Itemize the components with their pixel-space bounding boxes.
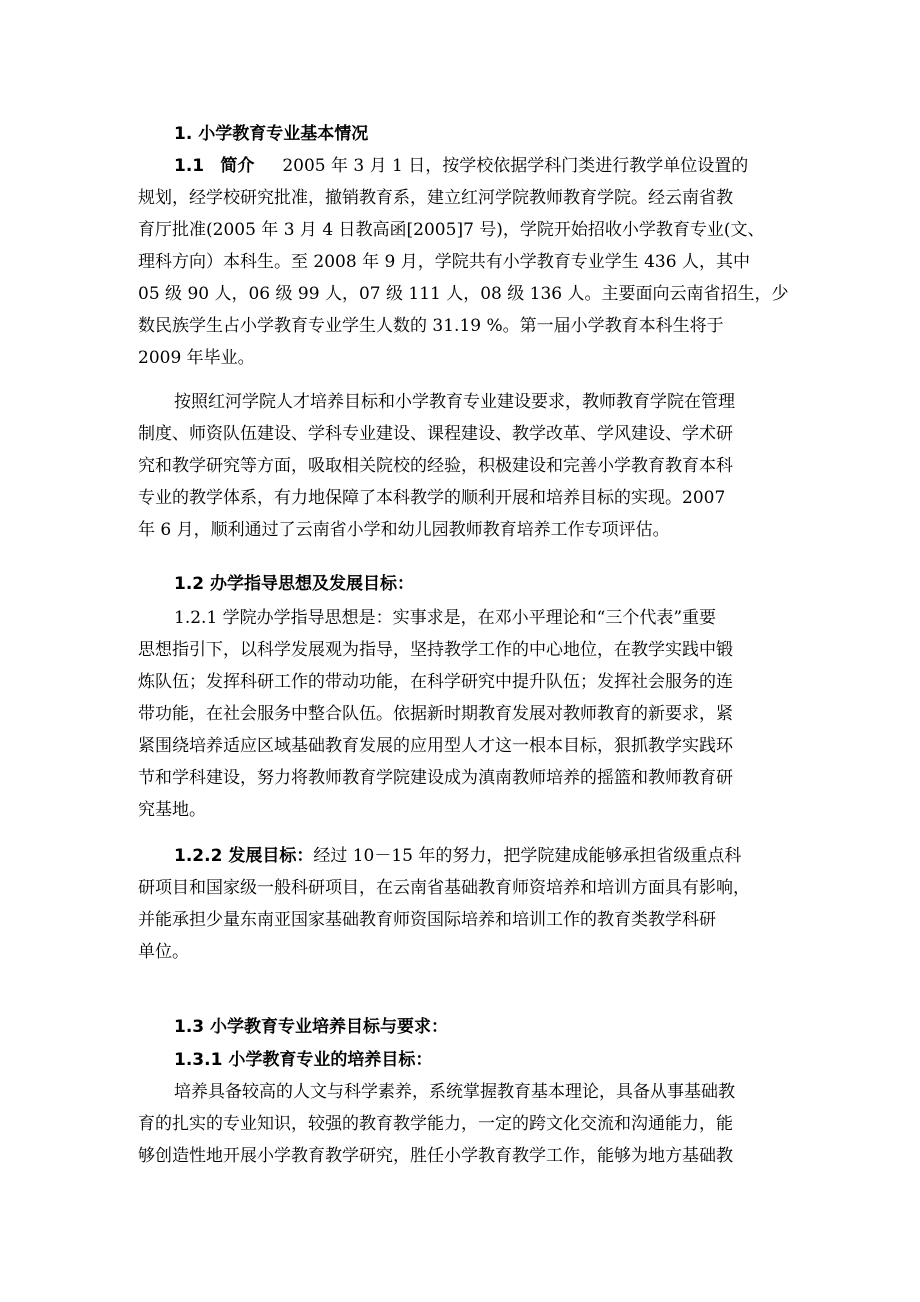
text-line-content: 2005 年 3 月 1 日，按学校依据学科门类进行教学单位设置的 (282, 156, 749, 176)
text-line (138, 840, 786, 872)
text-line: 思想指引下，以科学发展观为指导，坚持教学工作的中心地位，在教学实践中锻 (138, 640, 733, 660)
text-line-content: 经过 10－15 年的努力，把学院建成能够承担省级重点科 (313, 846, 742, 866)
text-line: 带功能，在社会服务中整合队伍。依据新时期教育发展对教师教育的新要求，紧 (138, 704, 733, 724)
text-line: 培养具备较高的人文与科学素养，系统掌握教育基本理论，具备从事基础教 (174, 1082, 735, 1102)
text-line: 单位。 (138, 942, 189, 962)
text-line: 紧围绕培养适应区域基础教育发展的应用型人才这一根本目标，狠抓教学实践环 (138, 736, 733, 756)
text-line (138, 150, 786, 182)
text-line: 够创造性地开展小学教育教学研究，胜任小学教育教学工作，能够为地方基础教 (138, 1146, 733, 1166)
text-line: 规划，经学校研究批准，撤销教育系，建立红河学院教师教育学院。经云南省教 (138, 188, 733, 208)
text-line: 按照红河学院人才培养目标和小学教育专业建设要求，教师教育学院在管理 (174, 392, 735, 412)
management-paragraph (138, 386, 786, 546)
training-goal-paragraph (138, 1076, 786, 1172)
text-line: 并能承担少量东南亚国家基础教育师资国际培养和培训工作的教育类教学科研 (138, 910, 716, 930)
text-line: 究和教学研究等方面，吸取相关院校的经验，积极建设和完善小学教育教育本科 (138, 456, 733, 476)
text-line: 05 级 90 人，06 级 99 人，07 级 111 人，08 级 136 人。主要面向云南省招生，少 (138, 284, 789, 304)
section-1-2-2-paragraph (138, 840, 786, 968)
section-1-heading: 1. 小学教育专业基本情况 (174, 124, 369, 144)
text-line: 制度、师资队伍建设、学科专业建设、课程建设、教学改革、学风建设、学术研 (138, 424, 733, 444)
text-line: 理科方向）本科生。至 2008 年 9 月，学院共有小学教育专业学生 436 人，其中 (138, 252, 750, 272)
text-line: 专业的教学体系，有力地保障了本科教学的顺利开展和培养目标的实现。2007 (138, 488, 726, 508)
section-1-3-1-heading: 1.3.1 小学教育专业的培养目标： (174, 1050, 433, 1070)
text-line: 炼队伍；发挥科研工作的带动功能，在科学研究中提升队伍；发挥社会服务的连 (138, 672, 733, 692)
text-line: 研项目和国家级一般科研项目，在云南省基础教育师资培养和培训方面具有影响， (138, 878, 750, 898)
text-line: 育的扎实的专业知识，较强的教育教学能力，一定的跨文化交流和沟通能力，能 (138, 1114, 733, 1134)
section-1-2-2-label: 1.2.2 发展目标： (174, 846, 314, 866)
text-line: 究基地。 (138, 800, 206, 820)
section-1-2-1-paragraph (138, 602, 786, 826)
text-line: 1.2.1 学院办学指导思想是：实事求是，在邓小平理论和“三个代表”重要 (174, 608, 717, 628)
text-line: 节和学科建设，努力将教师教育学院建设成为滇南教师培养的摇篮和教师教育研 (138, 768, 733, 788)
section-1-1-paragraph (138, 150, 789, 374)
text-line: 育厅批准(2005 年 3 月 4 日教高函[2005]7 号)，学院开始招收小学教育专业(文、 (138, 220, 765, 240)
section-1-3-heading: 1.3 小学教育专业培养目标与要求： (174, 1017, 449, 1037)
text-line: 2009 年毕业。 (138, 348, 255, 368)
section-1-1-number: 1.1 (174, 156, 205, 176)
section-1-2-heading: 1.2 办学指导思想及发展目标： (174, 574, 415, 594)
text-line: 年 6 月，顺利通过了云南省小学和幼儿园教师教育培养工作专项评估。 (138, 520, 670, 540)
text-line: 数民族学生占小学教育专业学生人数的 31.19 %。第一届小学教育本科生将于 (138, 316, 724, 336)
section-1-1-title: 简介 (220, 156, 255, 176)
